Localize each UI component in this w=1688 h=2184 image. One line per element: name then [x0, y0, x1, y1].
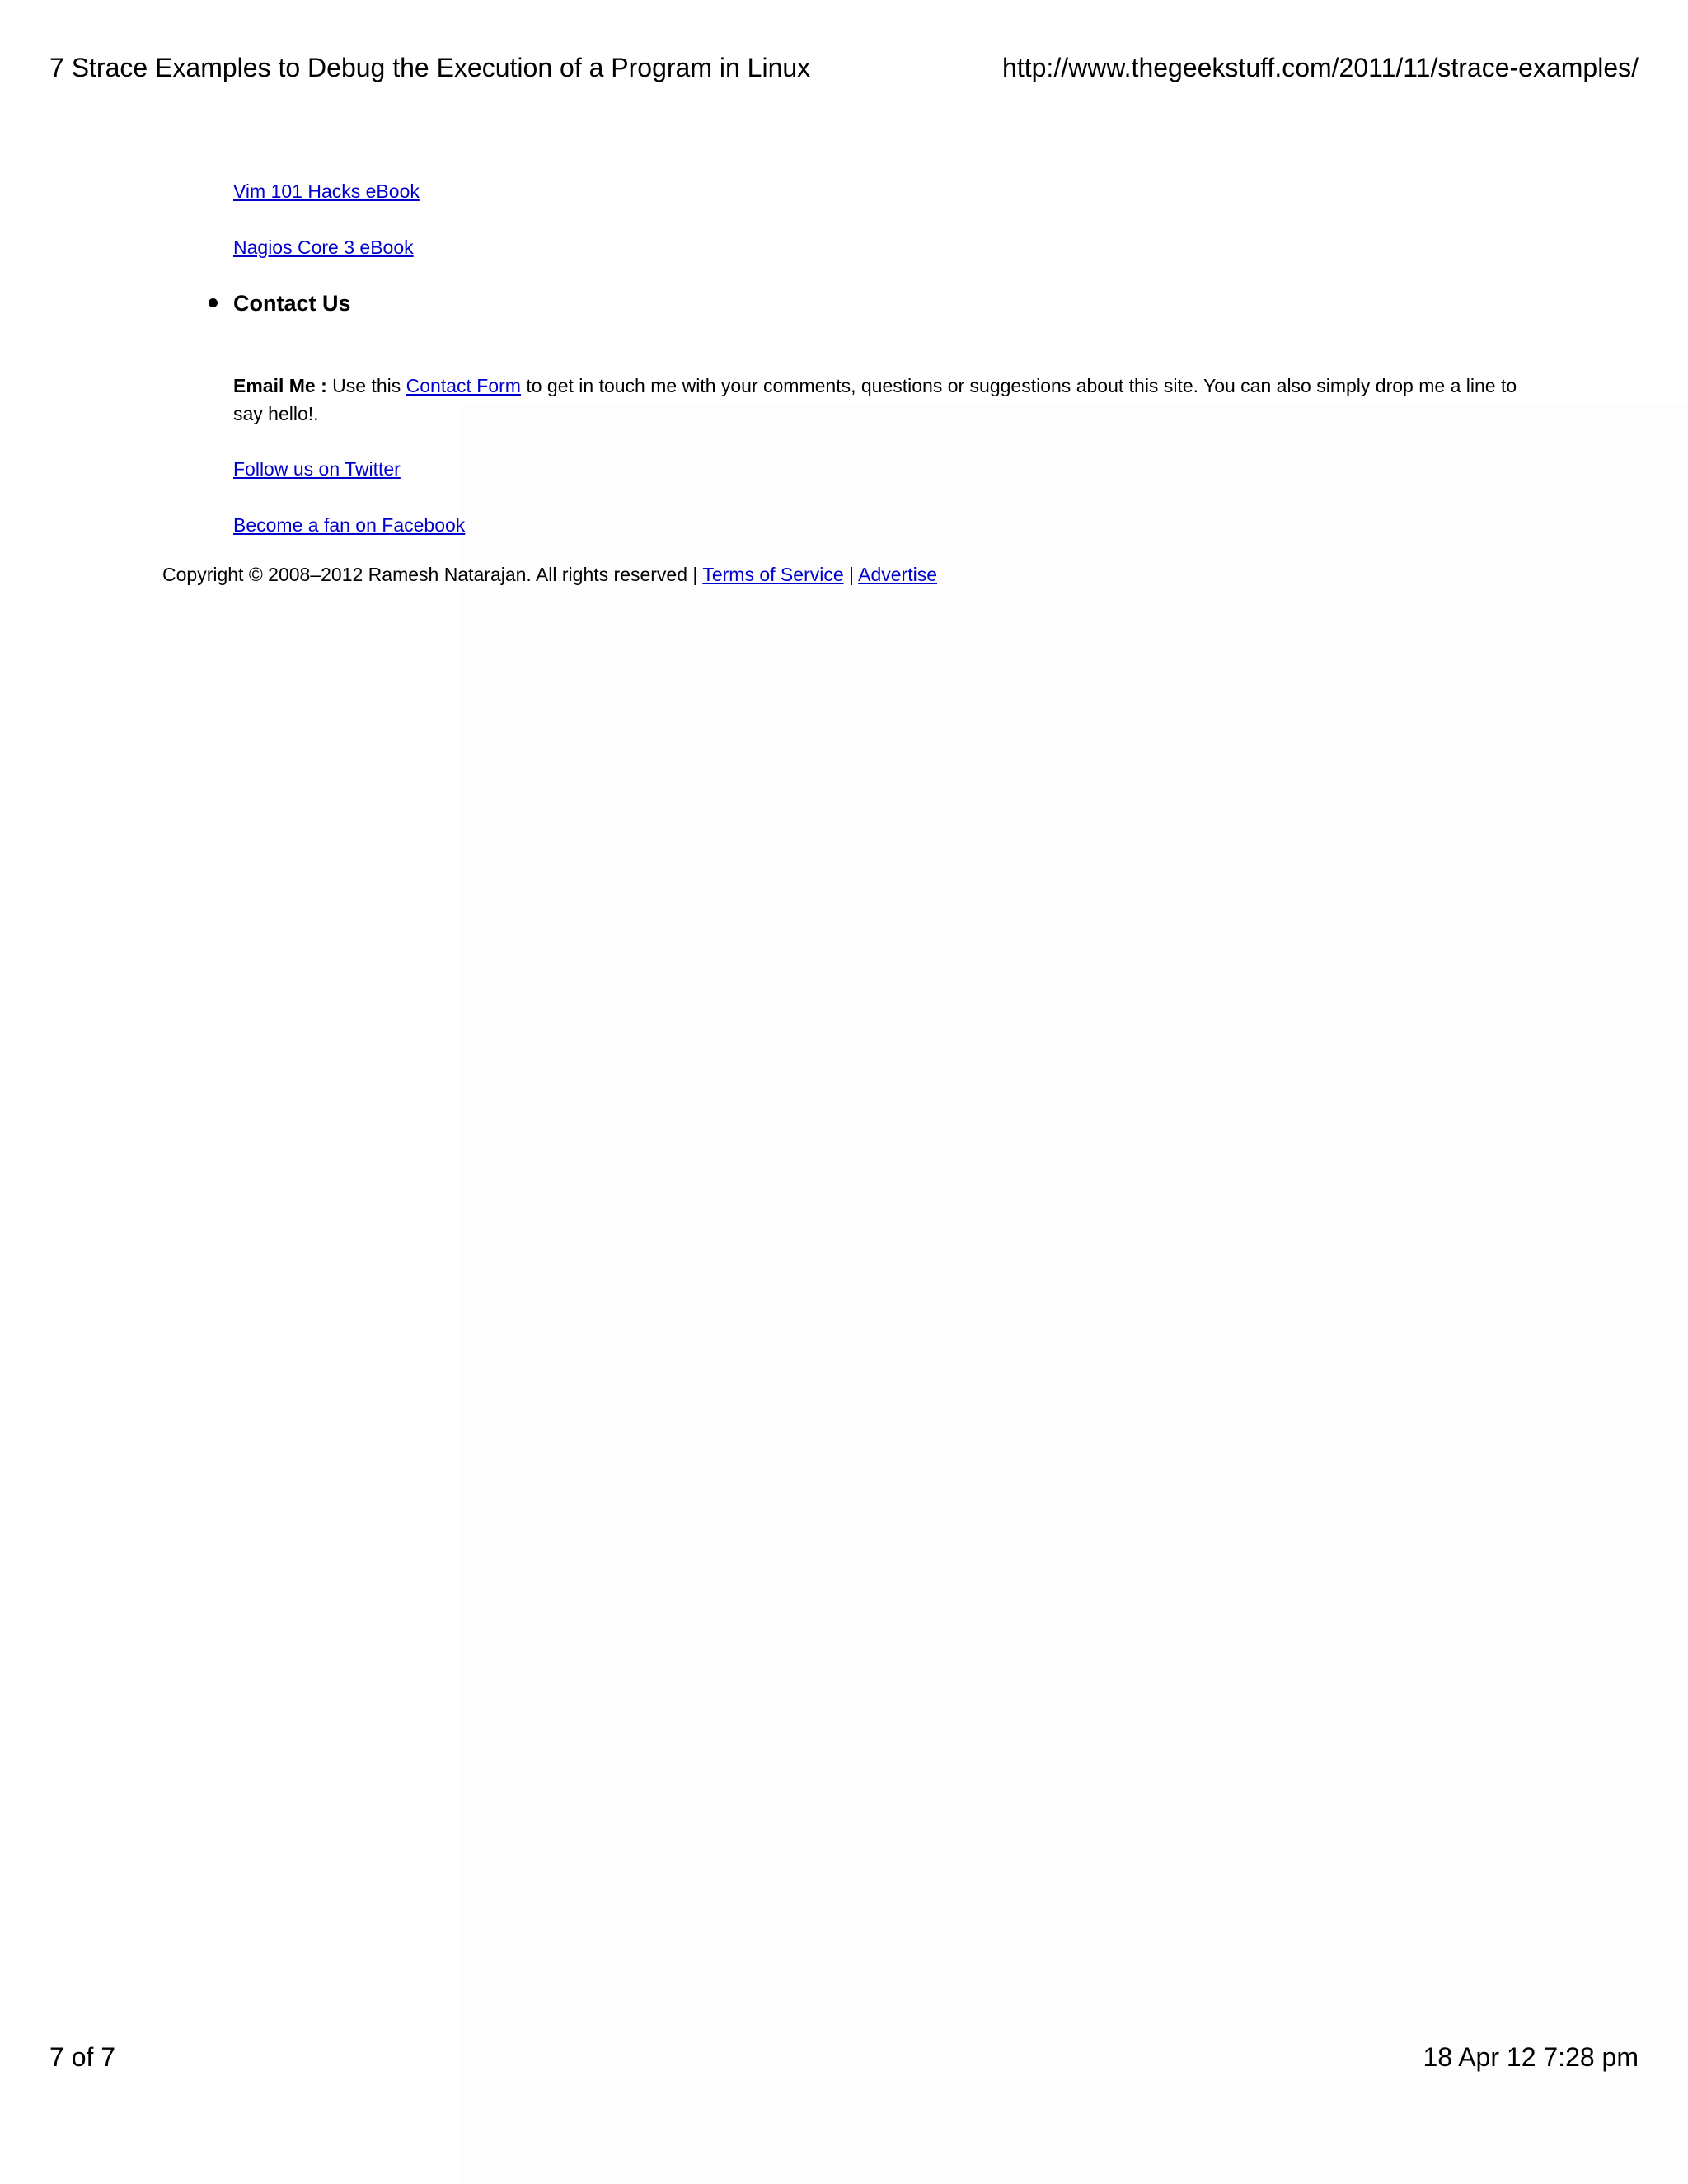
email-text-after: to get in touch me with your comments, questions or suggestions about this site. You can also simply drop me a line to say hello!.	[233, 375, 1517, 424]
page-background-shade	[462, 404, 1688, 2184]
facebook-item	[233, 511, 465, 539]
terms-of-service-link[interactable]: Terms of Service	[702, 564, 844, 585]
copyright-line	[162, 560, 937, 588]
twitter-link[interactable]: Follow us on Twitter	[233, 458, 401, 480]
advertise-link[interactable]: Advertise	[858, 564, 937, 585]
copyright-separator: |	[843, 564, 859, 585]
nagios-ebook-item	[233, 233, 414, 261]
print-footer-date: 18 Apr 12 7:28 pm	[1423, 2042, 1639, 2072]
twitter-item	[233, 455, 401, 483]
email-me-paragraph	[233, 372, 1519, 428]
vim-ebook-item	[233, 177, 420, 205]
facebook-link[interactable]: Become a fan on Facebook	[233, 514, 466, 536]
bullet-icon	[209, 298, 218, 307]
email-text-before: Use this	[326, 375, 406, 396]
print-footer-page-number: 7 of 7	[49, 2042, 116, 2072]
contact-form-link[interactable]: Contact Form	[406, 375, 521, 396]
vim-ebook-link[interactable]: Vim 101 Hacks eBook	[233, 180, 420, 202]
print-header-url: http://www.thegeekstuff.com/2011/11/strace-examples/	[1002, 53, 1639, 82]
copyright-text: Copyright © 2008–2012 Ramesh Natarajan. All rights reserved |	[162, 564, 703, 585]
email-me-label: Email Me :	[233, 375, 327, 396]
print-header-title: 7 Strace Examples to Debug the Execution of a Program in Linux	[49, 53, 811, 82]
nagios-ebook-link[interactable]: Nagios Core 3 eBook	[233, 237, 414, 258]
contact-us-heading: Contact Us	[233, 291, 351, 316]
